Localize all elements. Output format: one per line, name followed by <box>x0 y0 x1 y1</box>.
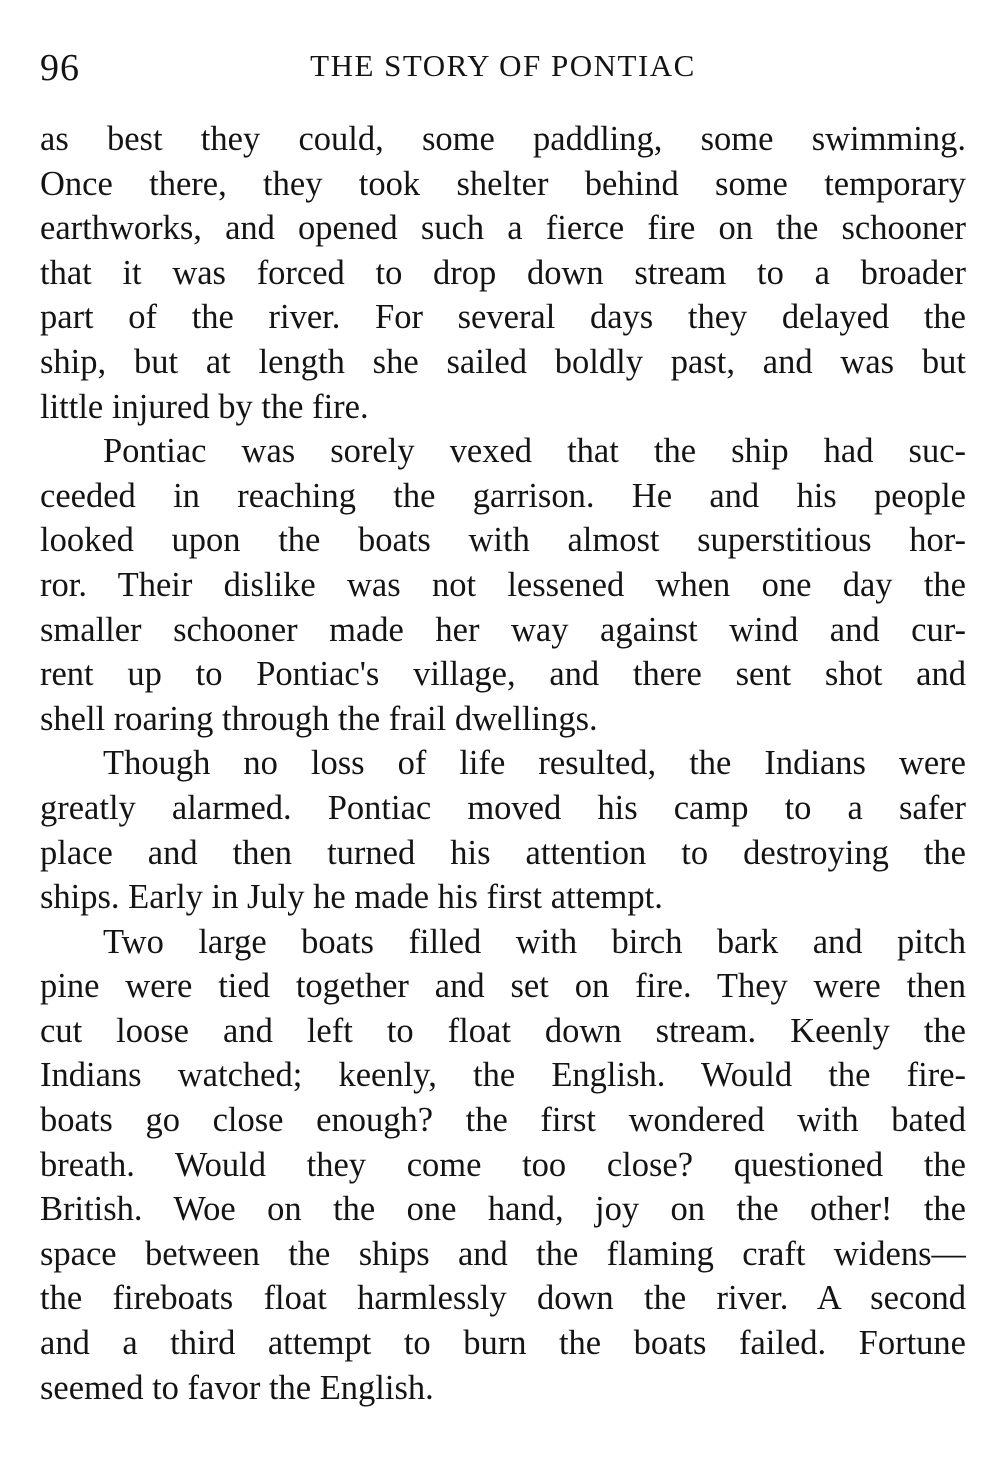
text-line: breath. Would they come too close? questioned the <box>40 1145 966 1184</box>
body-text <box>40 117 966 1410</box>
running-head <box>40 42 966 92</box>
text-line: rent up to Pontiac's village, and there sent shot and <box>40 655 966 694</box>
paragraph-3 <box>40 741 966 919</box>
text-line: ship, but at length she sailed boldly past, and was but <box>40 342 966 381</box>
text-line: the fireboats float harmlessly down the river. A second <box>40 1279 966 1318</box>
text-line: looked upon the boats with almost superstitious hor- <box>40 521 966 560</box>
paragraph-4 <box>40 920 966 1411</box>
text-line: pine were tied together and set on fire. They were then <box>40 967 966 1006</box>
text-line: space between the ships and the flaming craft widens— <box>40 1234 966 1273</box>
text-line: greatly alarmed. Pontiac moved his camp to a safer <box>40 788 966 827</box>
text-line: Pontiac was sorely vexed that the ship had suc- <box>103 432 966 471</box>
text-line: Indians watched; keenly, the English. Would the fire- <box>40 1056 966 1095</box>
text-line: earthworks, and opened such a fierce fire on the schooner <box>40 209 966 248</box>
text-line: place and then turned his attention to destroying the <box>40 833 966 872</box>
text-line: and a third attempt to burn the boats failed. Fortune <box>40 1324 966 1363</box>
text-line: Two large boats filled with birch bark and pitch <box>103 922 966 961</box>
text-line: as best they could, some paddling, some swimming. <box>40 120 966 158</box>
text-line: shell roaring through the frail dwellings. <box>40 699 598 738</box>
text-line: smaller schooner made her way against wind and cur- <box>40 610 966 649</box>
text-line: seemed to favor the English. <box>40 1368 434 1407</box>
text-line: Though no loss of life resulted, the Indians were <box>103 744 966 783</box>
text-line: cut loose and left to float down stream. Keenly the <box>40 1011 966 1050</box>
text-line: ceeded in reaching the garrison. He and his people <box>40 476 966 515</box>
text-line: little injured by the fire. <box>40 387 369 426</box>
paragraph-1 <box>40 117 966 429</box>
running-title: THE STORY OF PONTIAC <box>310 48 696 83</box>
text-line: that it was forced to drop down stream to a broader <box>40 253 966 292</box>
page-number: 96 <box>40 47 80 89</box>
text-line: Once there, they took shelter behind some temporary <box>40 164 966 203</box>
paragraph-2 <box>40 429 966 741</box>
text-line: ror. Their dislike was not lessened when one day the <box>40 565 966 604</box>
text-line: boats go close enough? the first wondered with bated <box>40 1101 966 1140</box>
text-line: ships. Early in July he made his first attempt. <box>40 878 663 917</box>
text-line: part of the river. For several days they delayed the <box>40 298 966 337</box>
text-line: British. Woe on the one hand, joy on the other! the <box>40 1190 966 1229</box>
